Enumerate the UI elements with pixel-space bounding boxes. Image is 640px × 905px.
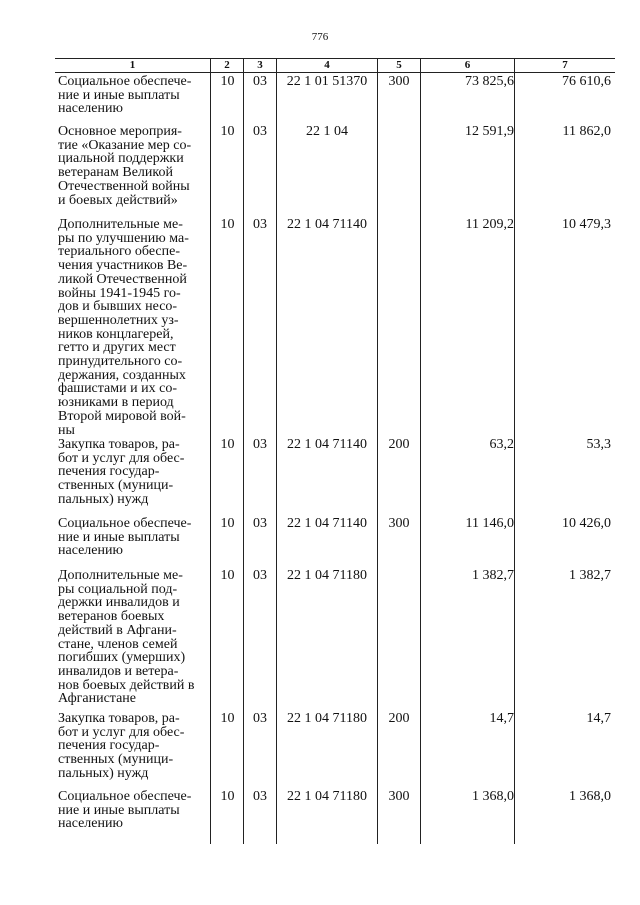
row-section: 10 xyxy=(220,124,235,139)
row-subsection: 03 xyxy=(253,711,267,726)
row-year2-amount: 53,3 xyxy=(586,437,611,452)
header-cell-section: 2 xyxy=(224,59,230,71)
row-section: 10 xyxy=(220,74,235,89)
row-section: 10 xyxy=(220,568,235,583)
header-cell-expense-type: 5 xyxy=(396,59,402,71)
row-name: Закупка товаров, ра- бот и услуг для обес- печения государ- ственных (муници- пальных) нужд xyxy=(58,437,185,507)
row-year1-amount: 1 368,0 xyxy=(472,789,514,804)
row-expense-type: 200 xyxy=(388,711,410,726)
row-target-article: 22 1 04 71140 xyxy=(287,516,367,531)
header-cell-year2: 7 xyxy=(562,59,568,71)
row-year2-amount: 14,7 xyxy=(586,711,611,726)
row-year1-amount: 63,2 xyxy=(489,437,514,452)
row-name: Дополнительные ме- ры социальной под- держки инвалидов и ветеранов боевых действий в Афгани- стане, членов семей погибших (умерших) инвалидов и ветера- нов боевых действий в Афганистане xyxy=(58,568,195,707)
row-target-article: 22 1 04 xyxy=(306,124,348,139)
row-subsection: 03 xyxy=(253,789,267,804)
row-section: 10 xyxy=(220,437,235,452)
row-expense-type: 300 xyxy=(388,516,410,531)
header-cell-year1: 6 xyxy=(464,59,471,71)
row-year2-amount: 1 382,7 xyxy=(569,568,611,583)
header-cell-subsection: 3 xyxy=(257,59,263,71)
header-cell-name: 1 xyxy=(129,59,136,71)
row-year2-amount: 76 610,6 xyxy=(562,74,611,89)
row-section: 10 xyxy=(220,217,235,232)
row-year2-amount: 1 368,0 xyxy=(569,789,611,804)
row-subsection: 03 xyxy=(253,74,267,89)
row-subsection: 03 xyxy=(253,217,267,232)
column-divider xyxy=(210,58,211,844)
row-target-article: 22 1 04 71180 xyxy=(287,568,367,583)
row-name: Социальное обеспече- ние и иные выплаты населению xyxy=(58,74,192,117)
row-section: 10 xyxy=(220,516,235,531)
row-expense-type: 300 xyxy=(388,789,410,804)
row-target-article: 22 1 01 51370 xyxy=(286,74,368,89)
row-year1-amount: 11 209,2 xyxy=(465,217,514,232)
row-target-article: 22 1 04 71140 xyxy=(287,437,367,452)
row-subsection: 03 xyxy=(253,516,267,531)
row-expense-type: 300 xyxy=(388,74,410,89)
row-year1-amount: 11 146,0 xyxy=(465,516,514,531)
row-year1-amount: 1 382,7 xyxy=(472,568,514,583)
row-year2-amount: 10 426,0 xyxy=(562,516,611,531)
row-target-article: 22 1 04 71180 xyxy=(287,789,367,804)
row-section: 10 xyxy=(220,711,235,726)
row-target-article: 22 1 04 71140 xyxy=(287,217,367,232)
row-subsection: 03 xyxy=(253,124,267,139)
row-subsection: 03 xyxy=(253,437,267,452)
budget-table xyxy=(55,58,615,844)
row-name: Основное мероприя- тие «Оказание мер со- циальной поддержки ветеранам Великой Отечественной войны и боевых действий» xyxy=(58,124,192,208)
row-name: Закупка товаров, ра- бот и услуг для обес- печения государ- ственных (муници- пальных) нужд xyxy=(58,711,185,781)
row-name: Дополнительные ме- ры по улучшению ма- териального обеспе- чения участников Ве- ликой Отечественной войны 1941-1945 го- дов и бывших несо- вершеннолетних уз- ников концлагерей, гетто и других мест принудительного со- держания, созданных фашистами и их со- юзниками в период Второй мировой вой- ны xyxy=(58,217,189,438)
page-number: 776 xyxy=(311,31,329,43)
row-target-article: 22 1 04 71180 xyxy=(287,711,367,726)
row-name: Социальное обеспече- ние и иные выплаты населению xyxy=(58,516,192,559)
row-subsection: 03 xyxy=(253,568,267,583)
header-cell-target-article: 4 xyxy=(324,59,330,71)
row-section: 10 xyxy=(220,789,235,804)
row-year1-amount: 73 825,6 xyxy=(465,74,514,89)
table-header-row xyxy=(55,58,615,73)
row-expense-type: 200 xyxy=(388,437,410,452)
row-year2-amount: 11 862,0 xyxy=(562,124,611,139)
row-year2-amount: 10 479,3 xyxy=(562,217,611,232)
row-year1-amount: 12 591,9 xyxy=(465,124,514,139)
row-year1-amount: 14,7 xyxy=(489,711,514,726)
row-name: Социальное обеспече- ние и иные выплаты населению xyxy=(58,789,192,832)
